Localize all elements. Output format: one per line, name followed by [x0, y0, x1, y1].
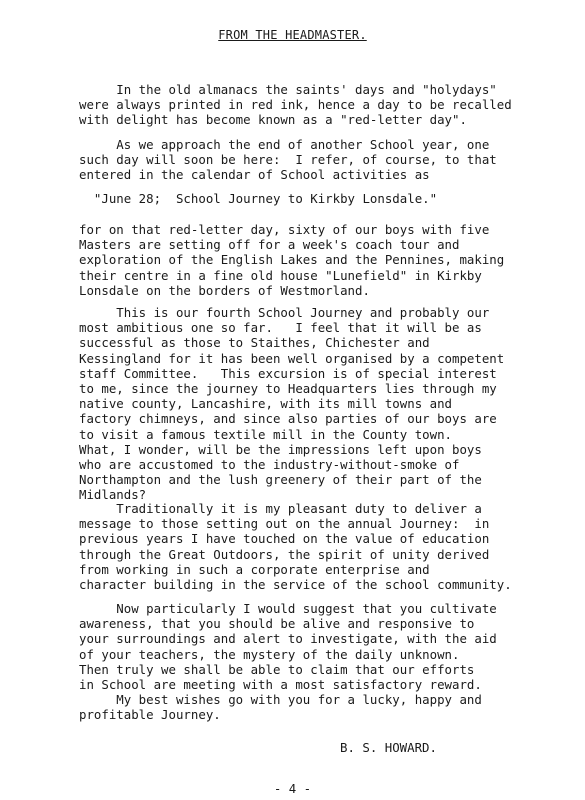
page-number: - 4 -	[273, 781, 312, 796]
paragraph-fourth-journey: This is our fourth School Journey and probably our most ambitious one so far. I feel that it will be as successful as those to Staithes, Chichester and Kessingland for it has been well organised by a competent staff Committee. This excursion is of special interest to me, since the journey to Headquarters lies through my native county, Lancashire, with its mill towns and factory chimneys, and since also parties of our boys are to visit a famous textile mill in the County town. What, I wonder, will be the impressions left upon boys who are accustomed to the industry-without-smoke of Northampton and the lush greenery of their part of the Midlands?	[79, 305, 505, 503]
paragraph-school-year: As we approach the end of another School year, one such day will soon be here: I refer, of course, to that entered in the calendar of School activities as	[79, 137, 497, 183]
paragraph-traditional-message: Traditionally it is my pleasant duty to deliver a message to those setting out on the annual Journey: in previous years I have touched on the value of education through the Great Outdoors, the spirit of unity derived from working in such a corporate enterprise and character building in the service of the school community.	[79, 501, 512, 593]
paragraph-cultivate-awareness: Now particularly I would suggest that you cultivate awareness, that you should be alive and responsive to your surroundings and alert to investigate, with the aid of your teachers, the mystery of the daily unknown. Then truly we shall be able to claim that our efforts in School are meeting with a most satisfactory reward.	[79, 601, 497, 693]
paragraph-almanacs: In the old almanacs the saints' days and "holydays" were always printed in red ink, hence a day to be recalled with delight has become known as a "red-letter day".	[79, 82, 512, 128]
page-title: FROM THE HEADMASTER.	[218, 28, 367, 42]
paragraph-red-letter-day: for on that red-letter day, sixty of our boys with five Masters are setting off for a week's coach tour and exploration of the English Lakes and the Pennines, making their centre in a fine old house "Lunefield" in Kirkby Lonsdale on the borders of Westmorland.	[79, 222, 505, 298]
paragraph-best-wishes: My best wishes go with you for a lucky, happy and profitable Journey.	[79, 692, 482, 723]
signature: B. S. HOWARD.	[340, 740, 437, 755]
paragraph-journey-date: "June 28; School Journey to Kirkby Lonsdale."	[79, 191, 438, 206]
